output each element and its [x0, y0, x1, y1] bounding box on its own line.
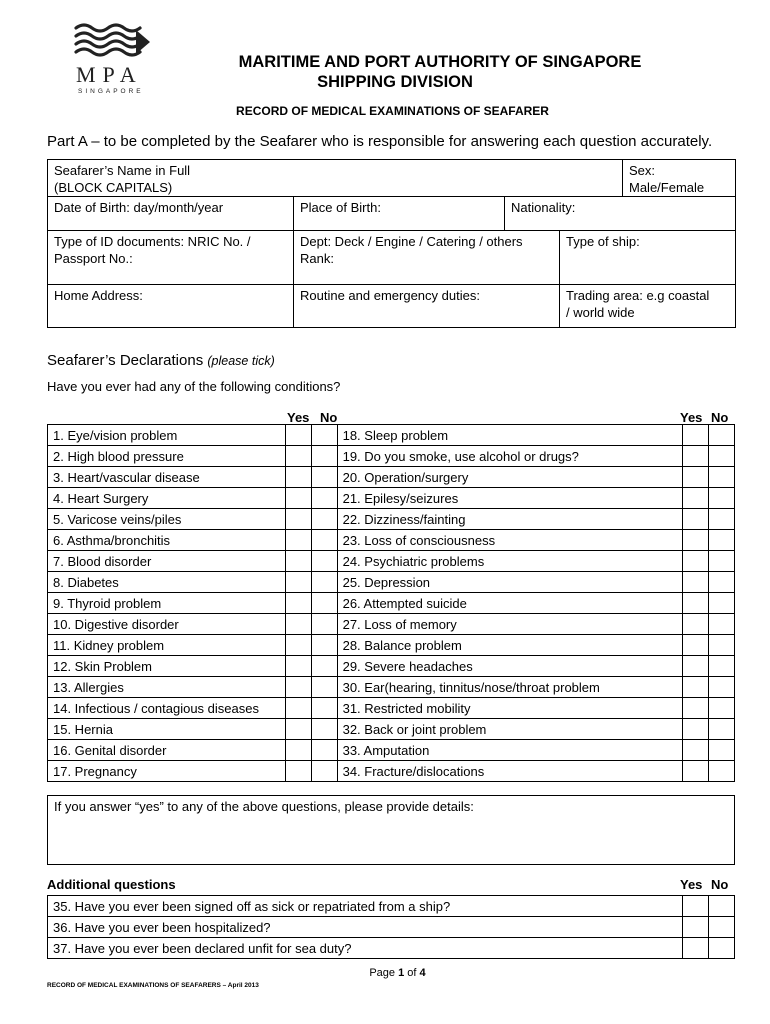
id-label: Type of ID documents: NRIC No. /: [54, 234, 251, 249]
condition-label: 17. Pregnancy: [48, 761, 286, 782]
ship-type-field[interactable]: [559, 230, 736, 285]
home-address-field[interactable]: [47, 284, 294, 328]
condition-label: 33. Amputation: [337, 740, 682, 761]
no-checkbox[interactable]: [709, 917, 735, 938]
condition-label: 24. Psychiatric problems: [337, 551, 682, 572]
additional-question-label: 37. Have you ever been declared unfit for sea duty?: [48, 938, 683, 959]
additional-question-label: 36. Have you ever been hospitalized?: [48, 917, 683, 938]
no-checkbox[interactable]: [311, 446, 337, 467]
condition-label: 32. Back or joint problem: [337, 719, 682, 740]
condition-label: 16. Genital disorder: [48, 740, 286, 761]
additional-question-row: [48, 917, 735, 938]
no-checkbox[interactable]: [709, 635, 735, 656]
no-checkbox[interactable]: [311, 677, 337, 698]
additional-questions-heading: Additional questions: [47, 877, 176, 892]
nationality-label: Nationality:: [511, 200, 576, 215]
condition-label: 8. Diabetes: [48, 572, 286, 593]
yes-checkbox[interactable]: [683, 551, 709, 572]
no-checkbox[interactable]: [709, 446, 735, 467]
logo-text: MPA: [76, 62, 143, 87]
condition-row: [48, 698, 735, 719]
condition-label: 2. High blood pressure: [48, 446, 286, 467]
yes-checkbox[interactable]: [285, 467, 311, 488]
no-checkbox[interactable]: [709, 698, 735, 719]
condition-label: 3. Heart/vascular disease: [48, 467, 286, 488]
condition-label: 29. Severe headaches: [337, 656, 682, 677]
condition-label: 11. Kidney problem: [48, 635, 286, 656]
page-total: 4: [419, 967, 426, 979]
yes-checkbox[interactable]: [683, 635, 709, 656]
no-checkbox[interactable]: [709, 530, 735, 551]
no-checkbox[interactable]: [709, 488, 735, 509]
details-box[interactable]: [47, 795, 735, 865]
footer-doc-name: RECORD OF MEDICAL EXAMINATIONS OF SEAFARERS – April 2013: [47, 982, 259, 989]
yes-checkbox[interactable]: [285, 677, 311, 698]
no-checkbox[interactable]: [709, 938, 735, 959]
yes-checkbox[interactable]: [285, 551, 311, 572]
condition-row: [48, 635, 735, 656]
declarations-heading: [47, 352, 275, 369]
condition-row: [48, 614, 735, 635]
sex-field[interactable]: [622, 159, 736, 197]
nationality-field[interactable]: [504, 196, 736, 231]
no-checkbox[interactable]: [311, 761, 337, 782]
yes-checkbox[interactable]: [285, 614, 311, 635]
page-title: MARITIME AND PORT AUTHORITY OF SINGAPORE: [238, 53, 642, 71]
yes-checkbox[interactable]: [683, 530, 709, 551]
condition-label: 21. Epilesy/seizures: [337, 488, 682, 509]
rank-label: Rank:: [300, 251, 334, 266]
name-label: Seafarer’s Name in Full: [54, 163, 191, 178]
condition-label: 9. Thyroid problem: [48, 593, 286, 614]
dob-label: Date of Birth: day/month/year: [54, 200, 224, 215]
trading-area-field[interactable]: [559, 284, 736, 328]
no-checkbox[interactable]: [709, 719, 735, 740]
yes-checkbox[interactable]: [285, 572, 311, 593]
condition-label: 19. Do you smoke, use alcohol or drugs?: [337, 446, 682, 467]
condition-label: 13. Allergies: [48, 677, 286, 698]
conditions-table: [47, 424, 735, 782]
condition-label: 14. Infectious / contagious diseases: [48, 698, 286, 719]
condition-row: [48, 551, 735, 572]
id-documents-field[interactable]: [47, 230, 294, 285]
yes-checkbox[interactable]: [683, 938, 709, 959]
no-checkbox[interactable]: [311, 614, 337, 635]
duties-label: Routine and emergency duties:: [300, 288, 480, 303]
condition-row: [48, 719, 735, 740]
no-checkbox[interactable]: [709, 593, 735, 614]
no-checkbox[interactable]: [709, 614, 735, 635]
ship-type-label: Type of ship:: [566, 234, 640, 249]
no-checkbox[interactable]: [311, 551, 337, 572]
additional-question-row: [48, 896, 735, 917]
trading-label: Trading area: e.g coastal: [566, 288, 710, 303]
sex-options: Male/Female: [629, 180, 705, 195]
no-checkbox[interactable]: [709, 677, 735, 698]
yes-header-left: Yes: [287, 410, 310, 425]
place-of-birth-field[interactable]: [293, 196, 505, 231]
yes-checkbox[interactable]: [285, 656, 311, 677]
condition-label: 7. Blood disorder: [48, 551, 286, 572]
condition-label: 28. Balance problem: [337, 635, 682, 656]
yes-checkbox[interactable]: [683, 917, 709, 938]
no-checkbox[interactable]: [311, 425, 337, 446]
yes-checkbox[interactable]: [683, 488, 709, 509]
condition-row: [48, 530, 735, 551]
declarations-note: (please tick): [207, 354, 275, 368]
additional-questions-table: [47, 895, 735, 959]
dept-label: Dept: Deck / Engine / Catering / others: [300, 234, 523, 249]
no-checkbox[interactable]: [311, 740, 337, 761]
condition-row: [48, 572, 735, 593]
no-checkbox[interactable]: [311, 572, 337, 593]
page-of: of: [404, 967, 420, 979]
sex-label: Sex:: [629, 163, 656, 178]
no-checkbox[interactable]: [709, 509, 735, 530]
yes-checkbox[interactable]: [683, 593, 709, 614]
yes-checkbox[interactable]: [285, 719, 311, 740]
yes-checkbox[interactable]: [285, 761, 311, 782]
no-checkbox[interactable]: [709, 656, 735, 677]
passport-label: Passport No.:: [54, 251, 133, 266]
no-header-additional: No: [711, 877, 729, 892]
no-checkbox[interactable]: [709, 740, 735, 761]
condition-label: 27. Loss of memory: [337, 614, 682, 635]
condition-label: 26. Attempted suicide: [337, 593, 682, 614]
form-title: RECORD OF MEDICAL EXAMINATIONS OF SEAFARER: [236, 104, 549, 118]
no-checkbox[interactable]: [311, 635, 337, 656]
additional-question-row: [48, 938, 735, 959]
condition-label: 31. Restricted mobility: [337, 698, 682, 719]
yes-checkbox[interactable]: [285, 530, 311, 551]
condition-label: 5. Varicose veins/piles: [48, 509, 286, 530]
condition-row: [48, 446, 735, 467]
yes-checkbox[interactable]: [285, 635, 311, 656]
condition-label: 25. Depression: [337, 572, 682, 593]
condition-label: 30. Ear(hearing, tinnitus/nose/throat problem: [337, 677, 682, 698]
yes-checkbox[interactable]: [285, 446, 311, 467]
condition-row: [48, 677, 735, 698]
no-checkbox[interactable]: [311, 656, 337, 677]
condition-label: 23. Loss of consciousness: [337, 530, 682, 551]
condition-row: [48, 509, 735, 530]
condition-row: [48, 740, 735, 761]
yes-checkbox[interactable]: [683, 614, 709, 635]
conditions-question: Have you ever had any of the following conditions?: [47, 379, 341, 394]
division-title: SHIPPING DIVISION: [317, 73, 473, 91]
condition-row: [48, 488, 735, 509]
yes-checkbox[interactable]: [683, 572, 709, 593]
address-label: Home Address:: [54, 288, 143, 303]
condition-label: 18. Sleep problem: [337, 425, 682, 446]
condition-label: 1. Eye/vision problem: [48, 425, 286, 446]
yes-checkbox[interactable]: [285, 740, 311, 761]
no-checkbox[interactable]: [311, 593, 337, 614]
date-of-birth-field[interactable]: [47, 196, 294, 231]
yes-checkbox[interactable]: [285, 509, 311, 530]
no-checkbox[interactable]: [311, 719, 337, 740]
condition-label: 6. Asthma/bronchitis: [48, 530, 286, 551]
condition-row: [48, 656, 735, 677]
details-prompt: If you answer “yes” to any of the above questions, please provide details:: [54, 799, 474, 814]
yes-checkbox[interactable]: [285, 488, 311, 509]
yes-checkbox[interactable]: [683, 509, 709, 530]
yes-checkbox[interactable]: [285, 425, 311, 446]
no-checkbox[interactable]: [709, 896, 735, 917]
yes-checkbox[interactable]: [683, 719, 709, 740]
yes-checkbox[interactable]: [683, 656, 709, 677]
condition-row: [48, 425, 735, 446]
page-prefix: Page: [369, 967, 399, 979]
no-checkbox[interactable]: [709, 551, 735, 572]
part-a-instruction: Part A – to be completed by the Seafarer who is responsible for answering each question accurately.: [47, 133, 713, 150]
page-number: [0, 967, 770, 979]
yes-checkbox[interactable]: [683, 677, 709, 698]
no-checkbox[interactable]: [709, 572, 735, 593]
condition-row: [48, 593, 735, 614]
trading-label-cont: / world wide: [566, 305, 635, 320]
condition-label: 12. Skin Problem: [48, 656, 286, 677]
condition-label: 15. Hernia: [48, 719, 286, 740]
yes-checkbox[interactable]: [683, 740, 709, 761]
declarations-title: Seafarer’s Declarations: [47, 352, 204, 369]
pob-label: Place of Birth:: [300, 200, 381, 215]
condition-label: 22. Dizziness/fainting: [337, 509, 682, 530]
condition-row: [48, 467, 735, 488]
additional-question-label: 35. Have you ever been signed off as sick or repatriated from a ship?: [48, 896, 683, 917]
condition-label: 10. Digestive disorder: [48, 614, 286, 635]
no-checkbox[interactable]: [311, 467, 337, 488]
logo-subtext: SINGAPORE: [78, 88, 144, 95]
yes-checkbox[interactable]: [683, 896, 709, 917]
name-field[interactable]: [47, 159, 623, 197]
yes-checkbox[interactable]: [683, 425, 709, 446]
yes-header-additional: Yes: [680, 877, 703, 892]
no-checkbox[interactable]: [311, 530, 337, 551]
yes-checkbox[interactable]: [683, 467, 709, 488]
no-checkbox[interactable]: [311, 488, 337, 509]
page-current: 1: [398, 967, 405, 979]
yes-checkbox[interactable]: [683, 446, 709, 467]
no-header-right: No: [711, 410, 729, 425]
no-header-left: No: [320, 410, 338, 425]
condition-label: 4. Heart Surgery: [48, 488, 286, 509]
yes-checkbox[interactable]: [285, 698, 311, 719]
no-checkbox[interactable]: [709, 761, 735, 782]
no-checkbox[interactable]: [709, 425, 735, 446]
yes-checkbox[interactable]: [683, 761, 709, 782]
name-label-note: (BLOCK CAPITALS): [54, 180, 173, 195]
no-checkbox[interactable]: [709, 467, 735, 488]
condition-row: [48, 761, 735, 782]
yes-checkbox[interactable]: [683, 698, 709, 719]
condition-label: 20. Operation/surgery: [337, 467, 682, 488]
dept-rank-field[interactable]: [293, 230, 560, 285]
no-checkbox[interactable]: [311, 698, 337, 719]
duties-field[interactable]: [293, 284, 560, 328]
yes-checkbox[interactable]: [285, 593, 311, 614]
condition-label: 34. Fracture/dislocations: [337, 761, 682, 782]
yes-header-right: Yes: [680, 410, 703, 425]
no-checkbox[interactable]: [311, 509, 337, 530]
